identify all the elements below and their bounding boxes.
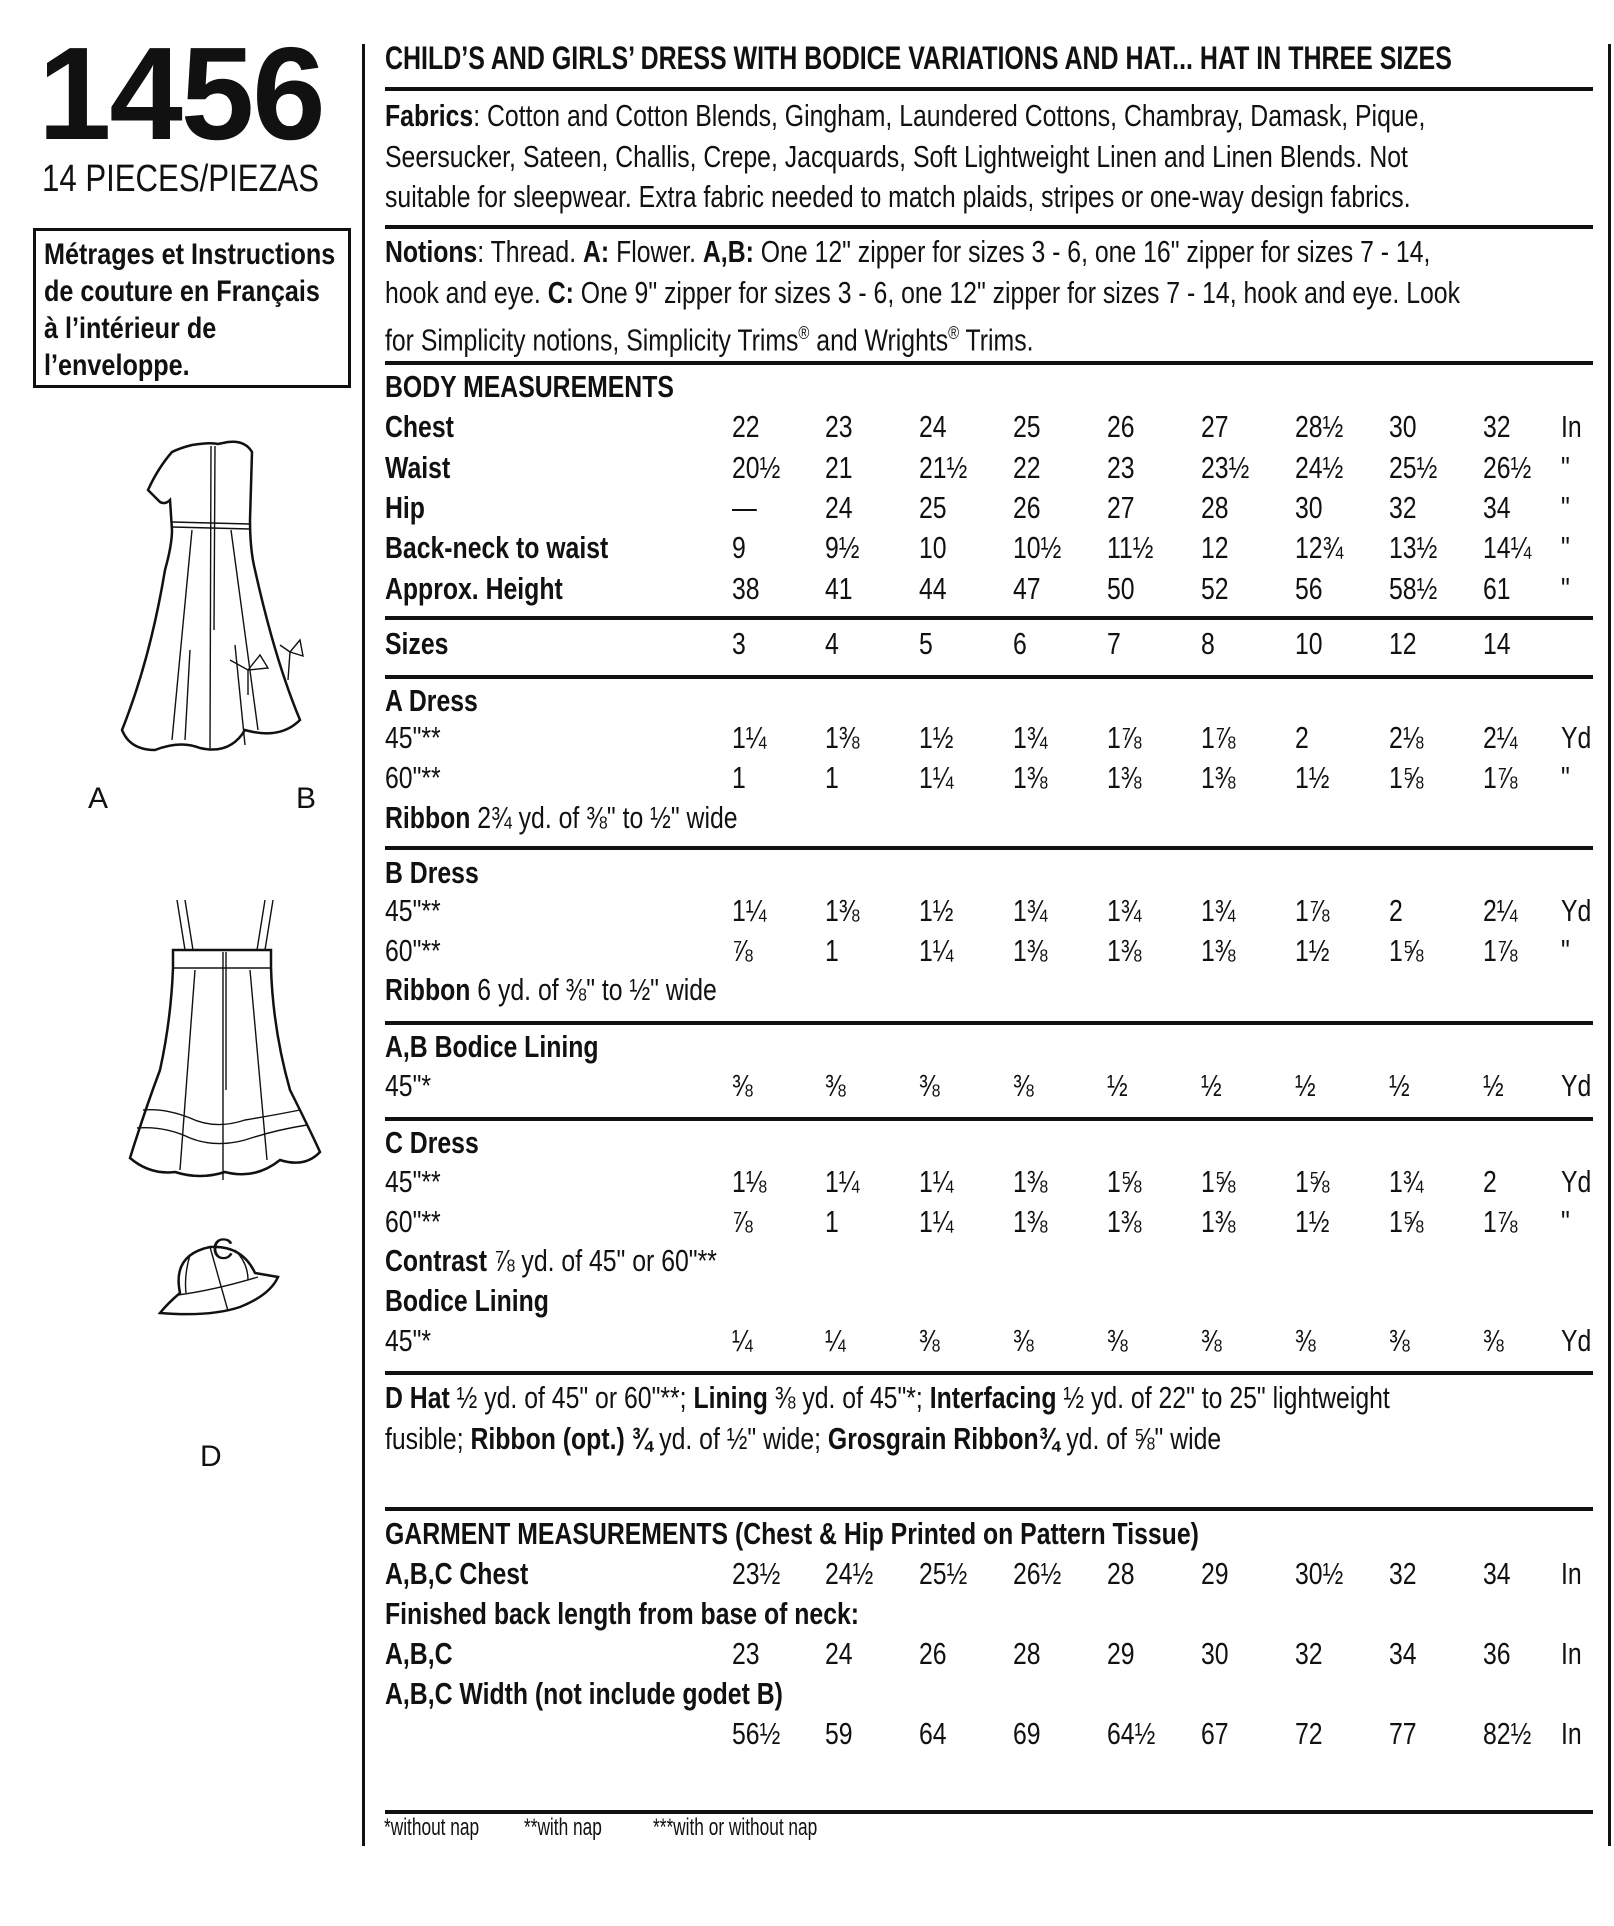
table-cell: 28 [1107, 1556, 1135, 1591]
table-cell: 52 [1201, 571, 1229, 606]
table-cell: 1 [825, 760, 839, 795]
table-row [385, 1162, 1593, 1202]
fabrics-line-1 [385, 96, 1593, 136]
table-cell: 21 [825, 450, 853, 485]
table-row [385, 1714, 1593, 1754]
d-hat-line-2 [385, 1419, 1593, 1459]
table-cell: 1⅜ [1107, 933, 1142, 968]
footnote: ***with or without nap [653, 1814, 818, 1841]
table-row [385, 1634, 1593, 1674]
table-cell: 30 [1295, 490, 1323, 525]
unit-label: " [1561, 571, 1570, 606]
table-cell: 1¼ [732, 893, 767, 928]
table-cell: 32 [1389, 1556, 1417, 1591]
table-cell: 13½ [1389, 530, 1438, 565]
table-row [385, 758, 1593, 798]
table-cell: 25 [1013, 409, 1041, 444]
table-row [385, 1202, 1593, 1242]
table-cell: 1⅝ [1295, 1164, 1330, 1199]
table-cell: 2¼ [1483, 720, 1518, 755]
table-row [385, 1066, 1593, 1106]
table-cell: ½ [1483, 1068, 1504, 1103]
unit-label: Yd [1561, 893, 1592, 928]
table-cell: 47 [1013, 571, 1041, 606]
table-cell: 34 [1483, 490, 1511, 525]
notions-line-3 [385, 313, 1593, 360]
table-cell: 1⅝ [1389, 933, 1424, 968]
notions-label: Notions [385, 234, 478, 269]
table-cell: 36 [1483, 1636, 1511, 1671]
table-cell: ⅜ [1107, 1323, 1128, 1358]
hat-text: ½ yd. of 45" or 60"**; [449, 1380, 694, 1415]
notions-text: One 9" zipper for sizes 3 - 6, one 12" zipper for sizes 7 - 14, hook and eye. Look [573, 275, 1460, 310]
a-dress-heading: A Dress [385, 683, 478, 718]
divider [385, 361, 1593, 365]
table-cell: 29 [1201, 1556, 1229, 1591]
back-length-heading: Finished back length from base of neck: [385, 1596, 860, 1631]
table-cell: 1½ [1295, 933, 1330, 968]
contrast-text: ⅞ yd. of 45" or 60"** [486, 1243, 717, 1278]
table-cell: 34 [1483, 1556, 1511, 1591]
table-cell: 27 [1107, 490, 1135, 525]
table-cell: 9½ [825, 530, 860, 565]
table-cell: 11½ [1107, 530, 1154, 565]
pattern-number: 1456 [38, 20, 324, 167]
table-cell: 1⅜ [1107, 1204, 1142, 1239]
table-cell: ½ [1389, 1068, 1410, 1103]
table-cell: 34 [1389, 1636, 1417, 1671]
table-cell: 67 [1201, 1716, 1229, 1751]
table-cell: 1⅜ [1013, 1164, 1048, 1199]
c-dress-heading: C Dress [385, 1125, 479, 1160]
table-row [385, 1321, 1593, 1361]
table-cell: 24½ [825, 1556, 874, 1591]
table-cell: 61 [1483, 571, 1511, 606]
column-divider [362, 44, 365, 1846]
table-cell: ⅜ [732, 1068, 753, 1103]
ribbon-text: 6 yd. of ⅜" to ½" wide [470, 972, 717, 1007]
notions-text: : Thread. [477, 234, 583, 269]
table-cell: 1⅜ [1201, 1204, 1236, 1239]
b-dress-ribbon [385, 970, 717, 1010]
divider [385, 87, 1593, 91]
table-row [385, 624, 1593, 664]
table-cell: 1⅜ [825, 893, 860, 928]
table-cell: 27 [1201, 409, 1229, 444]
table-cell: 24½ [1295, 450, 1344, 485]
table-cell: 12 [1389, 626, 1417, 661]
row-label: 45"* [385, 1068, 432, 1103]
table-cell: 23 [825, 409, 853, 444]
table-cell: 1¾ [1201, 893, 1236, 928]
table-cell: 1⅛ [732, 1164, 767, 1199]
row-label: 45"** [385, 893, 441, 928]
table-cell: 1⅞ [1483, 933, 1518, 968]
table-cell: 28½ [1295, 409, 1344, 444]
table-cell: — [732, 490, 757, 525]
table-cell: ⅜ [1295, 1323, 1316, 1358]
view-ref: C: [547, 275, 574, 310]
table-cell: 26 [919, 1636, 947, 1671]
table-cell: 2⅛ [1389, 720, 1424, 755]
table-cell: 2 [1295, 720, 1309, 755]
row-label: Approx. Height [385, 571, 563, 606]
registered-mark: ® [948, 322, 960, 343]
table-cell: 1⅜ [1201, 933, 1236, 968]
footnote: *without nap [384, 1814, 480, 1841]
table-cell: 82½ [1483, 1716, 1532, 1751]
unit-label: " [1561, 450, 1570, 485]
table-cell: 4 [825, 626, 839, 661]
table-cell: 1⅝ [1107, 1164, 1142, 1199]
fabrics-label: Fabrics [385, 98, 474, 133]
table-cell: ⅜ [919, 1323, 940, 1358]
table-cell: ⅞ [732, 933, 753, 968]
table-cell: 1⅝ [1201, 1164, 1236, 1199]
table-cell: 64½ [1107, 1716, 1156, 1751]
unit-label: In [1561, 1636, 1582, 1671]
table-cell: 69 [1013, 1716, 1041, 1751]
table-cell: 1⅜ [1013, 1204, 1048, 1239]
notions-text: for Simplicity notions, Simplicity Trims [385, 322, 799, 358]
table-cell: 26½ [1483, 450, 1532, 485]
hat-text: Interfacing [929, 1380, 1057, 1415]
page-border-right [1608, 44, 1611, 1846]
ribbon-text: 2¾ yd. of ⅜" to ½" wide [470, 800, 738, 835]
table-cell: ⅜ [1483, 1323, 1504, 1358]
unit-label: Yd [1561, 1164, 1592, 1199]
table-cell: ½ [1201, 1068, 1222, 1103]
row-label: Hip [385, 490, 425, 525]
table-cell: 1 [825, 933, 839, 968]
notions-text: Flower. [609, 234, 703, 269]
row-label: Back-neck to waist [385, 530, 609, 565]
table-cell: ⅜ [1013, 1068, 1034, 1103]
table-cell: 30½ [1295, 1556, 1344, 1591]
table-cell: 26½ [1013, 1556, 1062, 1591]
table-cell: ⅜ [1201, 1323, 1222, 1358]
table-row [385, 407, 1593, 447]
table-cell: 10½ [1013, 530, 1062, 565]
a-dress-ribbon [385, 798, 738, 838]
table-cell: 1¼ [919, 760, 954, 795]
divider [385, 1507, 1593, 1511]
table-cell: 1¼ [919, 1204, 954, 1239]
table-cell: 1⅞ [1295, 893, 1330, 928]
table-cell: 1⅝ [1389, 1204, 1424, 1239]
table-cell: 7 [1107, 626, 1121, 661]
unit-label: " [1561, 490, 1570, 525]
divider [385, 846, 1593, 850]
ribbon-label: Ribbon [385, 972, 471, 1007]
row-label: 45"** [385, 720, 441, 755]
table-cell: 1⅝ [1389, 760, 1424, 795]
row-label: 45"** [385, 1164, 441, 1199]
table-cell: 23½ [1201, 450, 1250, 485]
unit-label: In [1561, 409, 1582, 444]
notions-text: hook and eye. [385, 275, 548, 310]
table-cell: 1⅜ [1013, 760, 1048, 795]
hat-text: Grosgrain Ribbon¾ [827, 1421, 1060, 1456]
table-cell: 1¼ [732, 720, 767, 755]
registered-mark: ® [798, 322, 810, 343]
divider [385, 1371, 1593, 1375]
fabrics-line-3: suitable for sleepwear. Extra fabric needed to match plaids, stripes or one-way design fabrics. [385, 179, 1411, 214]
table-cell: 56½ [732, 1716, 781, 1751]
table-cell: 44 [919, 571, 947, 606]
unit-label: " [1561, 760, 1570, 795]
c-dress-contrast [385, 1241, 717, 1281]
view-ref: A: [583, 234, 610, 269]
fabrics-text: : Cotton and Cotton Blends, Gingham, Laundered Cottons, Chambray, Damask, Pique, [473, 98, 1426, 133]
hat-text: Ribbon (opt.) ¾ [470, 1421, 653, 1456]
garment-heading-note: (Chest & Hip Printed on Pattern Tissue) [728, 1516, 1199, 1551]
table-row [385, 528, 1593, 568]
table-cell: 24 [919, 409, 947, 444]
table-cell: 72 [1295, 1716, 1323, 1751]
garment-measurements-heading [385, 1514, 1199, 1554]
table-cell: 25 [919, 490, 947, 525]
french-instructions-note [33, 228, 351, 388]
view-label-b: B [296, 782, 317, 815]
b-dress-heading: B Dress [385, 855, 479, 890]
table-cell: 1⅜ [1107, 760, 1142, 795]
row-label: A,B,C Chest [385, 1556, 529, 1591]
table-cell: 26 [1107, 409, 1135, 444]
unit-label: Yd [1561, 720, 1592, 755]
view-label-a: A [88, 782, 109, 815]
table-cell: 50 [1107, 571, 1135, 606]
table-cell: ½ [1107, 1068, 1128, 1103]
table-cell: 1¼ [825, 1164, 860, 1199]
table-cell: ⅞ [732, 1204, 753, 1239]
notions-text: and Wrights [809, 322, 949, 358]
divider [385, 1021, 1593, 1025]
table-cell: 22 [732, 409, 760, 444]
table-cell: 21½ [919, 450, 968, 485]
table-cell: 32 [1483, 409, 1511, 444]
hat-text: yd. of ⅝" wide [1059, 1421, 1222, 1456]
row-label: Waist [385, 450, 451, 485]
table-row [385, 569, 1593, 609]
table-cell: 28 [1013, 1636, 1041, 1671]
table-cell: 2¼ [1483, 893, 1518, 928]
table-cell: ⅜ [1013, 1323, 1034, 1358]
table-cell: 1¾ [1013, 720, 1048, 755]
unit-label: Yd [1561, 1323, 1592, 1358]
divider [385, 225, 1593, 229]
body-measurements-heading: BODY MEASUREMENTS [385, 369, 674, 404]
table-cell: 24 [825, 1636, 853, 1671]
table-cell: 38 [732, 571, 760, 606]
divider [385, 616, 1593, 620]
row-label: 60"** [385, 760, 441, 795]
unit-label: Yd [1561, 1068, 1592, 1103]
hat-d-illustration [150, 1235, 290, 1325]
table-cell: 12 [1201, 530, 1229, 565]
table-cell: 28 [1201, 490, 1229, 525]
table-cell: ⅜ [1389, 1323, 1410, 1358]
view-label-d: D [200, 1440, 222, 1473]
table-row [385, 931, 1593, 971]
dress-c-illustration [115, 890, 330, 1210]
dress-ab-illustration [100, 430, 340, 770]
contrast-label: Contrast [385, 1243, 487, 1278]
view-ref: A,B: [702, 234, 754, 269]
divider [385, 1117, 1593, 1121]
hat-text: D Hat [385, 1380, 450, 1415]
notions-line-2 [385, 273, 1593, 313]
table-cell: 1 [825, 1204, 839, 1239]
table-cell: 1⅞ [1483, 760, 1518, 795]
hat-text: ½ yd. of 22" to 25" lightweight [1056, 1380, 1390, 1415]
table-cell: 2 [1483, 1164, 1497, 1199]
table-cell: 3 [732, 626, 746, 661]
d-hat-line-1 [385, 1378, 1593, 1418]
table-cell: 14¼ [1483, 530, 1532, 565]
table-cell: 1 [732, 760, 746, 795]
table-cell: 1⅞ [1107, 720, 1142, 755]
table-cell: ⅜ [919, 1068, 940, 1103]
table-row [385, 891, 1593, 931]
table-cell: 9 [732, 530, 746, 565]
table-cell: 8 [1201, 626, 1215, 661]
table-cell: 58½ [1389, 571, 1438, 606]
hat-text: fusible; [385, 1421, 471, 1456]
table-cell: 14 [1483, 626, 1511, 661]
row-label: 60"** [385, 1204, 441, 1239]
table-cell: 25½ [1389, 450, 1438, 485]
notions-text: One 12" zipper for sizes 3 - 6, one 16" zipper for sizes 7 - 14, [753, 234, 1431, 269]
table-row [385, 718, 1593, 758]
table-cell: 22 [1013, 450, 1041, 485]
french-note-line: l’enveloppe. [44, 349, 190, 382]
table-cell: 1¾ [1013, 893, 1048, 928]
table-cell: 32 [1295, 1636, 1323, 1671]
table-row [385, 488, 1593, 528]
garment-heading-text: GARMENT MEASUREMENTS [385, 1516, 729, 1551]
table-cell: 1¼ [919, 1164, 954, 1199]
hat-text: yd. of ½" wide; [652, 1421, 828, 1456]
table-cell: 30 [1389, 409, 1417, 444]
unit-label: " [1561, 1204, 1570, 1239]
row-label: Sizes [385, 626, 449, 661]
table-cell: 64 [919, 1716, 947, 1751]
c-bodice-lining-heading: Bodice Lining [385, 1283, 549, 1318]
table-cell: 1½ [1295, 1204, 1330, 1239]
left-panel [0, 0, 360, 1926]
table-cell: ¼ [732, 1323, 753, 1358]
table-row [385, 1554, 1593, 1594]
table-cell: 2 [1389, 893, 1403, 928]
unit-label: " [1561, 933, 1570, 968]
table-row [385, 448, 1593, 488]
table-cell: 1⅞ [1483, 1204, 1518, 1239]
notions-line-1 [385, 232, 1593, 272]
table-cell: 6 [1013, 626, 1027, 661]
view-label-c: C [212, 1233, 234, 1266]
table-cell: 30 [1201, 1636, 1229, 1671]
table-cell: 1⅜ [825, 720, 860, 755]
table-cell: 32 [1389, 490, 1417, 525]
table-cell: 59 [825, 1716, 853, 1751]
table-cell: 1½ [919, 893, 954, 928]
table-cell: 26 [1013, 490, 1041, 525]
notions-text: Trims. [959, 322, 1034, 358]
french-note-line: Métrages et Instructions [44, 238, 336, 271]
table-cell: 20½ [732, 450, 781, 485]
hat-text: ⅜ yd. of 45"*; [767, 1380, 930, 1415]
width-heading: A,B,C Width (not include godet B) [385, 1676, 783, 1711]
unit-label: In [1561, 1716, 1582, 1751]
footnote: **with nap [524, 1814, 602, 1841]
page-title: CHILD’S AND GIRLS’ DRESS WITH BODICE VARIATIONS AND HAT... HAT IN THREE SIZES [385, 40, 1452, 76]
table-cell: 10 [1295, 626, 1323, 661]
table-cell: 1¾ [1107, 893, 1142, 928]
table-cell: 29 [1107, 1636, 1135, 1671]
french-note-line: à l’intérieur de [44, 312, 217, 345]
fabrics-line-2: Seersucker, Sateen, Challis, Crepe, Jacquards, Soft Lightweight Linen and Linen Blends. Not [385, 139, 1408, 174]
ribbon-label: Ribbon [385, 800, 471, 835]
table-cell: 23 [732, 1636, 760, 1671]
table-cell: 10 [919, 530, 947, 565]
table-cell: 1½ [919, 720, 954, 755]
table-cell: 1⅜ [1201, 760, 1236, 795]
divider [385, 675, 1593, 679]
table-cell: 25½ [919, 1556, 968, 1591]
table-cell: 24 [825, 490, 853, 525]
table-cell: 1¼ [919, 933, 954, 968]
ab-bodice-lining-heading: A,B Bodice Lining [385, 1029, 599, 1064]
table-cell: 77 [1389, 1716, 1417, 1751]
table-cell: 12¾ [1295, 530, 1344, 565]
table-cell: 1⅜ [1013, 933, 1048, 968]
row-label: 45"* [385, 1323, 432, 1358]
hat-text: Lining [693, 1380, 768, 1415]
table-cell: 1⅞ [1201, 720, 1236, 755]
table-cell: ¼ [825, 1323, 846, 1358]
unit-label: " [1561, 530, 1570, 565]
table-cell: 1½ [1295, 760, 1330, 795]
table-cell: ⅜ [825, 1068, 846, 1103]
piece-count: 14 PIECES/PIEZAS [42, 158, 320, 200]
table-cell: 56 [1295, 571, 1323, 606]
row-label: A,B,C [385, 1636, 453, 1671]
unit-label: In [1561, 1556, 1582, 1591]
row-label: Chest [385, 409, 454, 444]
table-cell: 5 [919, 626, 933, 661]
table-cell: 1¾ [1389, 1164, 1424, 1199]
table-cell: ½ [1295, 1068, 1316, 1103]
french-note-line: de couture en Français [44, 275, 320, 308]
row-label: 60"** [385, 933, 441, 968]
table-cell: 41 [825, 571, 853, 606]
table-cell: 23 [1107, 450, 1135, 485]
table-cell: 23½ [732, 1556, 781, 1591]
